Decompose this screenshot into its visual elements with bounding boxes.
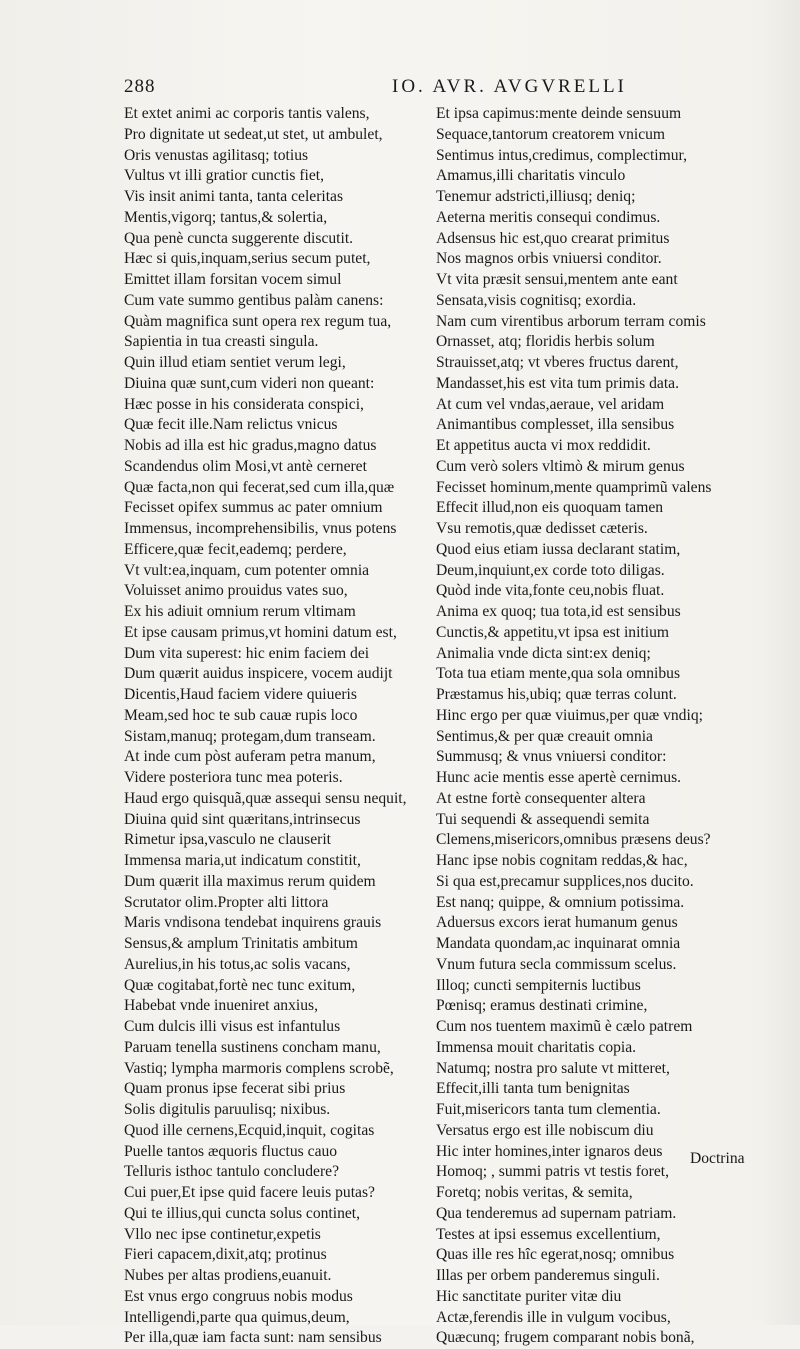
text-line: Cum dulcis illi visus est infantulus (124, 1018, 341, 1035)
text-line: Intelligendi,parte qua quimus,deum, (124, 1308, 350, 1326)
text-line: Scandendus olim Mosi,vt antè cerneret (124, 457, 367, 475)
text-line: Aeterna meritis consequi condimus. (436, 208, 661, 226)
text-line: Cum vate summo gentibus palàm canens: (124, 291, 384, 309)
text-line: Et ipse causam primus,vt homini datum est, (124, 623, 397, 641)
text-line: Hunc acie mentis esse apertè cernimus. (436, 769, 682, 786)
text-line: Efficere,quæ fecit,eademq; perdere, (124, 540, 347, 558)
text-line: Puelle tantos æquoris fluctus cauo (124, 1142, 338, 1160)
text-line: Est vnus ergo congruus nobis modus (124, 1287, 353, 1305)
text-line: Diuina quid sint quæritans,intrinsecus (124, 810, 361, 828)
text-line: Nam cum virentibus arborum terram comis (436, 312, 706, 330)
text-line: Immensa mouit charitatis copia. (436, 1038, 637, 1056)
text-line: Summusq; & vnus vniuersi conditor: (436, 748, 667, 766)
text-line: Sentimus intus,credimus, complectimur, (436, 146, 688, 164)
text-line: Sistam,manuq; protegam,dum transeam. (124, 727, 376, 745)
text-line: Clemens,misericors,omnibus præsens deus? (436, 831, 711, 849)
text-line: Natumq; nostra pro salute vt mitteret, (436, 1059, 670, 1077)
text-line: Dum quærit auidus inspicere, vocem audijt (124, 665, 393, 683)
text-line: Amamus,illi charitatis vinculo (436, 167, 626, 185)
page-number: 288 (124, 76, 156, 97)
text-line: Meam,sed hoc te sub cauæ rupis loco (124, 706, 358, 724)
text-line: Strauisset,atq; vt vberes fructus darent, (436, 354, 679, 371)
text-line: Dicentis,Haud faciem videre quiueris (124, 686, 357, 703)
text-line: Quod ille cernens,Ecquid,inquit, cogitas (124, 1121, 375, 1139)
text-line: Ex his adiuit omnium rerum vltimam (124, 603, 356, 620)
text-line: Quàm magnifica sunt opera rex regum tua, (124, 312, 392, 330)
text-line: Vnum futura secla commissum scelus. (436, 955, 677, 973)
text-line: Nobis ad illa est hic gradus,magno datus (124, 437, 377, 454)
text-line: Hanc ipse nobis cognitam reddas,& hac, (436, 852, 688, 869)
text-line: Oris venustas agilitasq; totius (124, 146, 309, 164)
text-line: Solis digitulis paruulisq; nixibus. (124, 1101, 331, 1118)
running-head: IO. AVR. AVGVRELLI (392, 76, 627, 97)
text-line: Per illa,quæ iam facta sunt: nam sensibus (124, 1329, 382, 1347)
text-line: Cui puer,Et ipse quid facere leuis putas? (124, 1184, 375, 1201)
text-line: Mandasset,his est vita tum primis data. (436, 374, 679, 392)
text-line: Quæ cogitabat,fortè nec tunc exitum, (124, 976, 356, 994)
text-line: Aduersus excors ierat humanum genus (436, 914, 678, 932)
text-line: Tota tua etiam mente,qua sola omnibus (436, 665, 681, 683)
text-line: Fuit,misericors tanta tum clementia. (436, 1101, 661, 1118)
text-line: Maris vndisona tendebat inquirens grauis (124, 914, 382, 932)
text-line: Tenemur adstricti,illiusq; deniq; (436, 188, 636, 205)
catchword: Doctrina (690, 1150, 745, 1167)
text-line: Et ipsa capimus:mente deinde sensuum (436, 105, 682, 122)
text-line: At estne fortè consequenter altera (436, 789, 646, 807)
text-line: Homoq; , summi patris vt testis foret, (436, 1163, 670, 1181)
text-line: Quæcunq; frugem comparant nobis bonã, (436, 1329, 695, 1347)
text-line: Actæ,ferendis ille in vulgum vocibus, (436, 1308, 671, 1326)
text-line: Anima ex quoq; tua tota,id est sensibus (436, 603, 681, 620)
text-line: Vultus vt illi gratior cunctis fiet, (124, 167, 325, 185)
page-edge-shadow (760, 0, 800, 1325)
text-line: Telluris isthoc tantulo concludere? (124, 1163, 339, 1181)
text-line: Videre posteriora tunc mea poteris. (124, 769, 343, 786)
text-line: Cum nos tuentem maximũ è cælo patrem (436, 1018, 693, 1035)
text-line: Sentimus,& per quæ creauit omnia (436, 727, 653, 745)
text-line: Effecit illud,non eis quoquam tamen (436, 499, 664, 517)
text-line: Qua tenderemus ad supernam patriam. (436, 1204, 677, 1222)
text-line: Deum,inquiunt,ex corde toto diligas. (436, 561, 665, 579)
text-line: Hic inter homines,inter ignaros deus (436, 1142, 663, 1160)
text-line: Si qua est,precamur supplices,nos ducito. (436, 872, 694, 890)
text-line: Hæc posse in his considerata conspici, (124, 395, 364, 413)
text-line: Ornasset, atq; floridis herbis solum (436, 333, 655, 351)
text-line: Hic sanctitate puriter vitæ diu (436, 1287, 622, 1305)
text-line: Quin illud etiam sentiet verum legi, (124, 354, 346, 371)
text-line: Animantibus complesset, illa sensibus (436, 416, 675, 434)
text-line: Aurelius,in his totus,ac solis vacans, (124, 955, 351, 973)
text-line: Fieri capacem,dixit,atq; protinus (124, 1246, 327, 1264)
text-line: Cunctis,& appetitu,vt ipsa est initium (436, 623, 670, 641)
text-line: Quòd inde vita,fonte ceu,nobis fluat. (436, 582, 665, 600)
text-line: Fecisset hominum,mente quamprimũ valens (436, 478, 712, 496)
text-line: Rimetur ipsa,vasculo ne clauserit (124, 831, 331, 849)
text-line: Pœnisq; eramus destinati crimine, (436, 997, 648, 1015)
text-line: Paruam tenella sustinens concham manu, (124, 1038, 381, 1056)
text-line: Vastiq; lympha marmoris complens scrobẽ, (124, 1059, 394, 1077)
text-line: Diuina quæ sunt,cum videri non queant: (124, 374, 375, 392)
text-line: Tui sequendi & assequendi semita (436, 810, 650, 828)
text-line: Scrutator olim.Propter alti littora (124, 893, 329, 911)
text-line: Vllo nec ipse continetur,expetis (124, 1225, 321, 1243)
text-line: Hinc ergo per quæ viuimus,per quæ vndiq; (436, 706, 703, 724)
text-line: Emittet illam forsitan vocem simul (124, 271, 342, 288)
text-line: Mentis,vigorq; tantus,& solertia, (124, 208, 328, 226)
text-line: Dum quærit illa maximus rerum quidem (124, 872, 376, 890)
text-line: Vis insit animi tanta, tanta celeritas (124, 188, 344, 205)
text-line: Nubes per altas prodiens,euanuit. (124, 1267, 332, 1284)
text-line: Fecisset opifex summus ac pater omnium (124, 499, 383, 517)
page-header (124, 76, 764, 104)
left-text-column (124, 104, 424, 1349)
text-line: Quæ fecit ille.Nam relictus vnicus (124, 416, 338, 434)
text-line: Illas per orbem panderemus singuli. (436, 1267, 660, 1284)
text-line: Immensa maria,ut indicatum constitit, (124, 852, 361, 869)
text-line: Dum vita superest: hic enim faciem dei (124, 644, 370, 662)
text-line: Et appetitus aucta vi mox reddidit. (436, 437, 651, 454)
text-line: Versatus ergo est ille nobiscum diu (436, 1121, 654, 1139)
text-line: Effecit,illi tanta tum benignitas (436, 1080, 630, 1098)
text-line: At inde cum pòst auferam petra manum, (124, 748, 376, 766)
text-line: Voluisset animo prouidus vates suo, (124, 582, 348, 600)
text-line: Pro dignitate ut sedeat,ut stet, ut ambulet, (124, 125, 383, 143)
text-line: Vt vult:ea,inquam, cum potenter omnia (124, 561, 370, 579)
text-line: Habebat vnde inueniret anxius, (124, 997, 318, 1015)
text-line: Præstamus his,ubiq; quæ terras colunt. (436, 686, 677, 703)
text-line: Qua penè cuncta suggerente discutit. (124, 229, 354, 247)
text-line: Quæ facta,non qui fecerat,sed cum illa,quæ (124, 478, 395, 496)
text-line: Sensus,& amplum Trinitatis ambitum (124, 935, 358, 952)
text-line: Testes at ipsi essemus excellentium, (436, 1225, 661, 1243)
text-line: Qui te illius,qui cuncta solus continet, (124, 1204, 361, 1222)
text-line: At cum vel vndas,aeraue, vel aridam (436, 395, 665, 413)
text-line: Adsensus hic est,quo crearat primitus (436, 229, 670, 247)
text-line: Nos magnos orbis vniuersi conditor. (436, 250, 662, 268)
text-line: Quam pronus ipse fecerat sibi prius (124, 1080, 346, 1098)
text-line: Quas ille res hîc egerat,nosq; omnibus (436, 1246, 675, 1264)
text-line: Sensata,visis cognitisq; exordia. (436, 291, 637, 309)
text-line: Sapientia in tua creasti singula. (124, 333, 319, 351)
text-line: Et extet animi ac corporis tantis valens, (124, 105, 370, 122)
text-line: Foretq; nobis veritas, & semita, (436, 1184, 633, 1201)
text-line: Immensus, incomprehensibilis, vnus potens (124, 520, 397, 537)
text-line: Vt vita præsit sensui,mentem ante eant (436, 271, 678, 288)
text-line: Animalia vnde dicta sint:ex deniq; (436, 644, 651, 662)
text-line: Vsu remotis,quæ dedisset cæteris. (436, 520, 648, 537)
text-line: Sequace,tantorum creatorem vnicum (436, 125, 666, 143)
text-line: Est nanq; quippe, & omnium potissima. (436, 893, 685, 911)
text-line: Cum verò solers vltimò & mirum genus (436, 457, 685, 475)
text-line: Mandata quondam,ac inquinarat omnia (436, 935, 681, 952)
text-line: Hæc si quis,inquam,serius secum putet, (124, 250, 371, 268)
text-line: Quod eius etiam iussa declarant statim, (436, 540, 681, 558)
text-line: Haud ergo quisquã,quæ assequi sensu nequit, (124, 789, 407, 807)
text-line: Illoq; cuncti sempiternis luctibus (436, 976, 641, 994)
